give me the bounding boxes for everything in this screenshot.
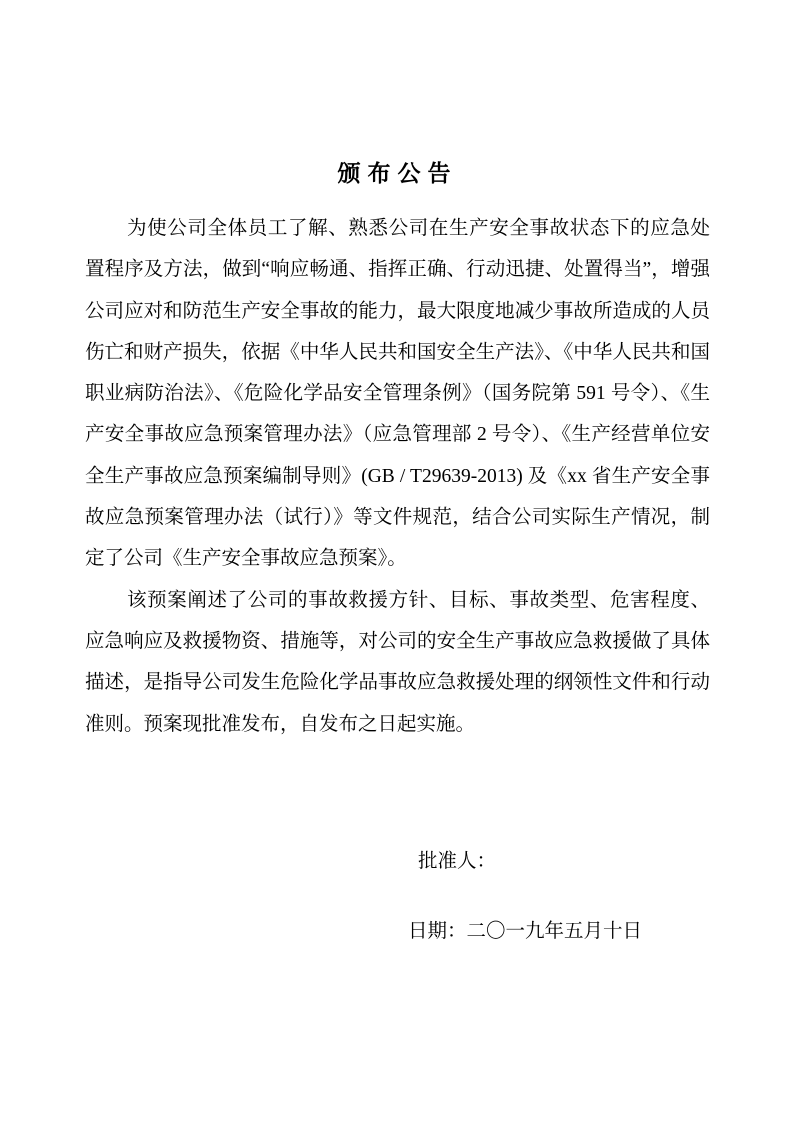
paragraph-summary: 该预案阐述了公司的事故救援方针、目标、事故类型、危害程度、应急响应及救援物资、措施等，对公司的安全生产事故应急救援做了具体描述，是指导公司发生危险化学品事故应急救援处理的纲领性文件和行动准则。预案现批准发布，自发布之日起实施。	[85, 589, 710, 735]
date-line	[408, 911, 710, 952]
paragraph-intro: 为使公司全体员工了解、熟悉公司在生产安全事故状态下的应急处置程序及方法，做到“响应畅通、指挥正确、行动迅捷、处置得当”，增强公司应对和防范生产安全事故的能力，最大限度地减少事故所造成的人员伤亡和财产损失，依据《中华人民共和国安全生产法》、《中华人民共和国职业病防治法》、《危险化学品安全管理条例》（国务院第 591 号令）、《生产安全事故应急预案管理办法》（应急管理部 2 号令）、《生产经营单位安全生产事故应急预案编制导则》(GB / T29639-2013) 及《xx 省生产安全事故应急预案管理办法（试行）》等文件规范，结合公司实际生产情况，制定了公司《生产安全事故应急预案》。	[85, 218, 710, 570]
date-value: 二〇一九年五月十日	[466, 921, 643, 943]
document-title: 颁布公告	[337, 161, 458, 186]
date-label: 日期：	[408, 921, 467, 943]
approver-label: 批准人：	[418, 850, 497, 872]
approver-line	[418, 841, 710, 882]
